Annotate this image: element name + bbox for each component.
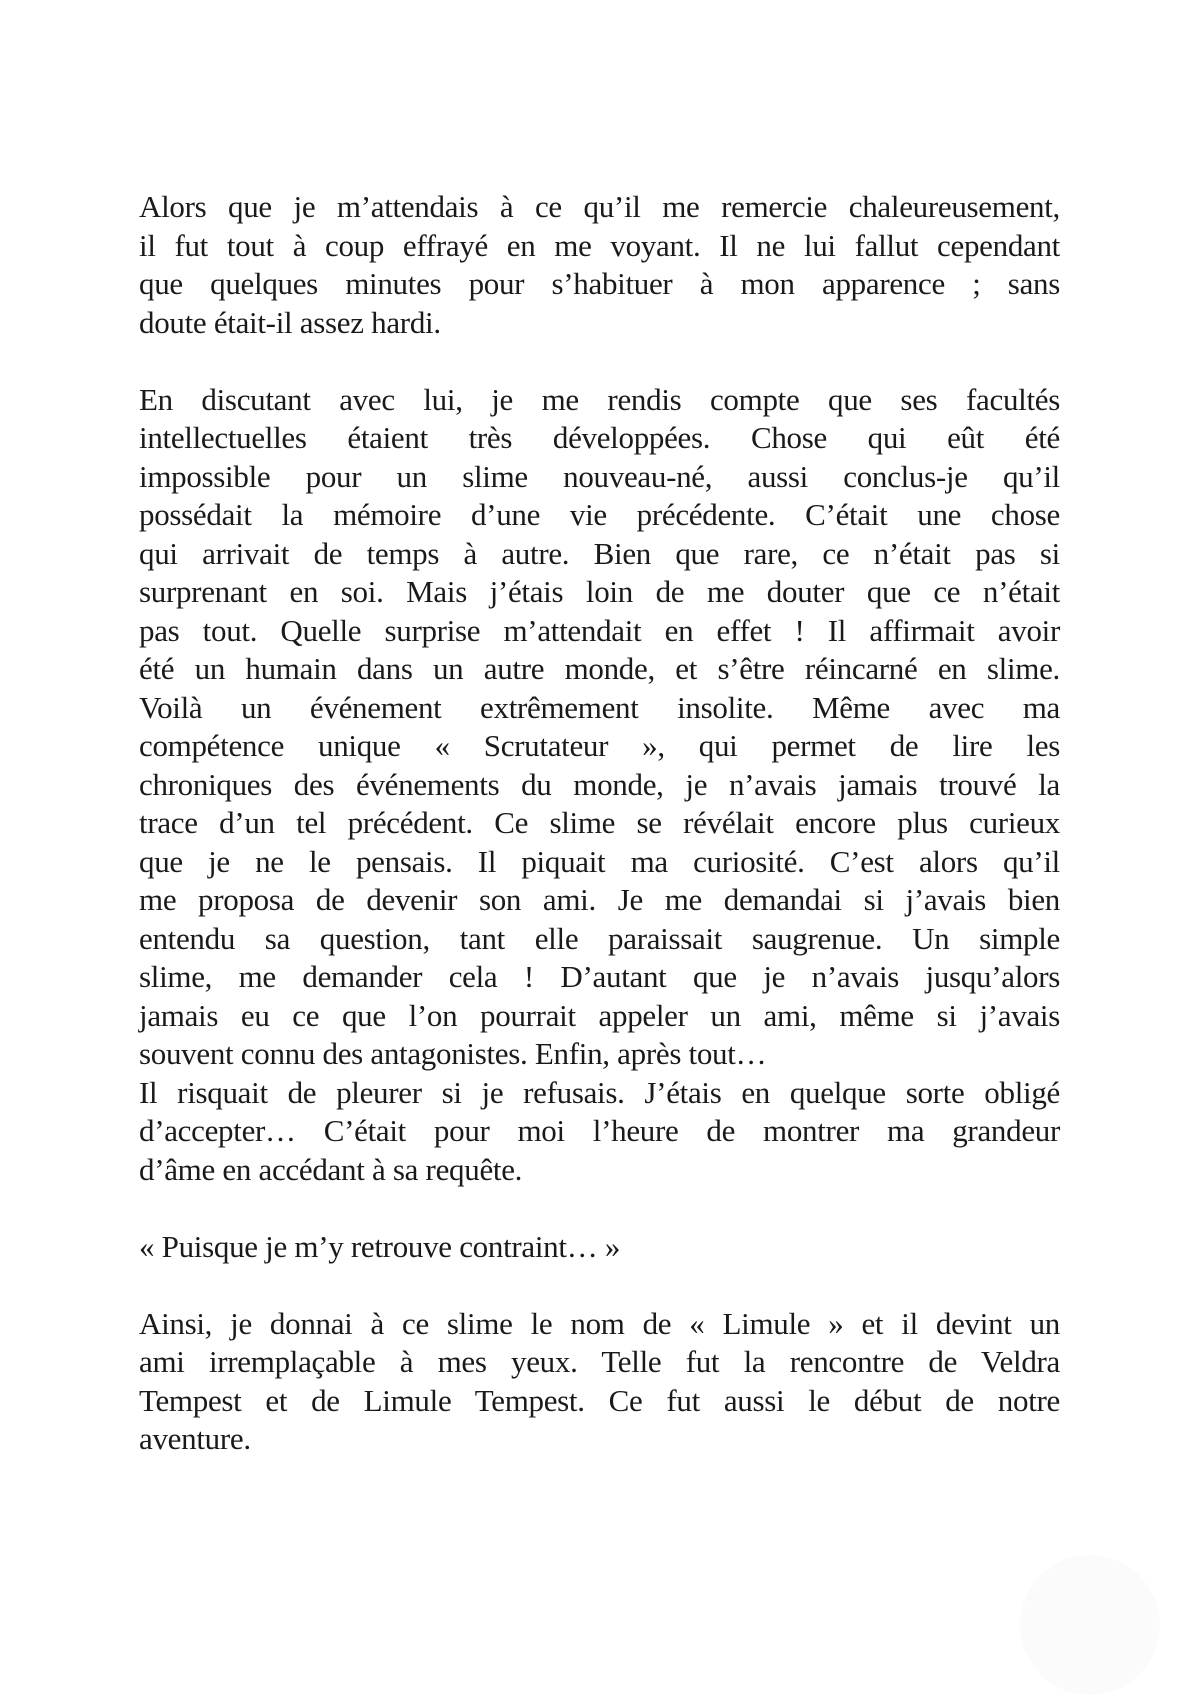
text-line: que je ne le pensais. Il piquait ma curiosité. C’est alors qu’il [139, 843, 1060, 879]
text-line: En discutant avec lui, je me rendis compte que ses facultés [139, 381, 1060, 417]
text-line: chroniques des événements du monde, je n’avais jamais trouvé la [139, 766, 1060, 802]
text-line: Alors que je m’attendais à ce qu’il me remercie chaleureusement, [139, 189, 1060, 224]
dialogue-line [139, 1228, 1060, 1267]
text-line: d’âme en accédant à sa requête. [139, 1151, 523, 1187]
text-line: intellectuelles étaient très développées. Chose qui eût été [139, 420, 1060, 455]
text-line: entendu sa question, tant elle paraissait saugrenue. Un simple [139, 920, 1060, 956]
text-line: Ainsi, je donnai à ce slime le nom de « Limule » et il devint un [139, 1305, 1060, 1341]
paragraph [139, 381, 1060, 1074]
paragraph [139, 1074, 1060, 1190]
text-line: aventure. [139, 1421, 251, 1456]
text-line: surprenant en soi. Mais j’étais loin de me douter que ce n’était [139, 574, 1060, 609]
text-line: Il risquait de pleurer si je refusais. J’étais en quelque sorte obligé [139, 1074, 1060, 1110]
text-line: il fut tout à coup effrayé en me voyant. Il ne lui fallut cependant [139, 227, 1060, 263]
text-line: possédait la mémoire d’une vie précédente. C’était une chose [139, 497, 1060, 532]
text-line: Voilà un événement extrêmement insolite. Même avec ma [139, 689, 1060, 725]
text-line: compétence unique « Scrutateur », qui permet de lire les [139, 728, 1060, 763]
text-line: été un humain dans un autre monde, et s’être réincarné en slime. [139, 651, 1060, 686]
text-line: Tempest et de Limule Tempest. Ce fut aussi le début de notre [139, 1382, 1060, 1418]
text-line: doute était-il assez hardi. [139, 304, 441, 340]
text-line: ami irremplaçable à mes yeux. Telle fut la rencontre de Veldra [139, 1344, 1060, 1379]
paragraph [139, 1305, 1060, 1459]
text-line: trace d’un tel précédent. Ce slime se révélait encore plus curieux [139, 805, 1060, 840]
text-line: qui arrivait de temps à autre. Bien que rare, ce n’était pas si [139, 535, 1060, 571]
body-text [139, 188, 1060, 1459]
paragraph [139, 188, 1060, 342]
text-line: souvent connu des antagonistes. Enfin, après tout… [139, 1036, 767, 1071]
text-line: que quelques minutes pour s’habituer à mon apparence ; sans [139, 266, 1060, 301]
text-line: « Puisque je m’y retrouve contraint… » [139, 1228, 621, 1264]
text-line: impossible pour un slime nouveau-né, aussi conclus-je qu’il [139, 458, 1060, 494]
text-line: pas tout. Quelle surprise m’attendait en effet ! Il affirmait avoir [139, 612, 1060, 648]
text-line: jamais eu ce que l’on pourrait appeler un ami, même si j’avais [139, 997, 1060, 1033]
text-line: me proposa de devenir son ami. Je me demandai si j’avais bien [139, 882, 1060, 917]
text-line: d’accepter… C’était pour moi l’heure de montrer ma grandeur [139, 1113, 1060, 1148]
page-corner-circle [1020, 1555, 1160, 1695]
text-line: slime, me demander cela ! D’autant que je n’avais jusqu’alors [139, 959, 1060, 994]
